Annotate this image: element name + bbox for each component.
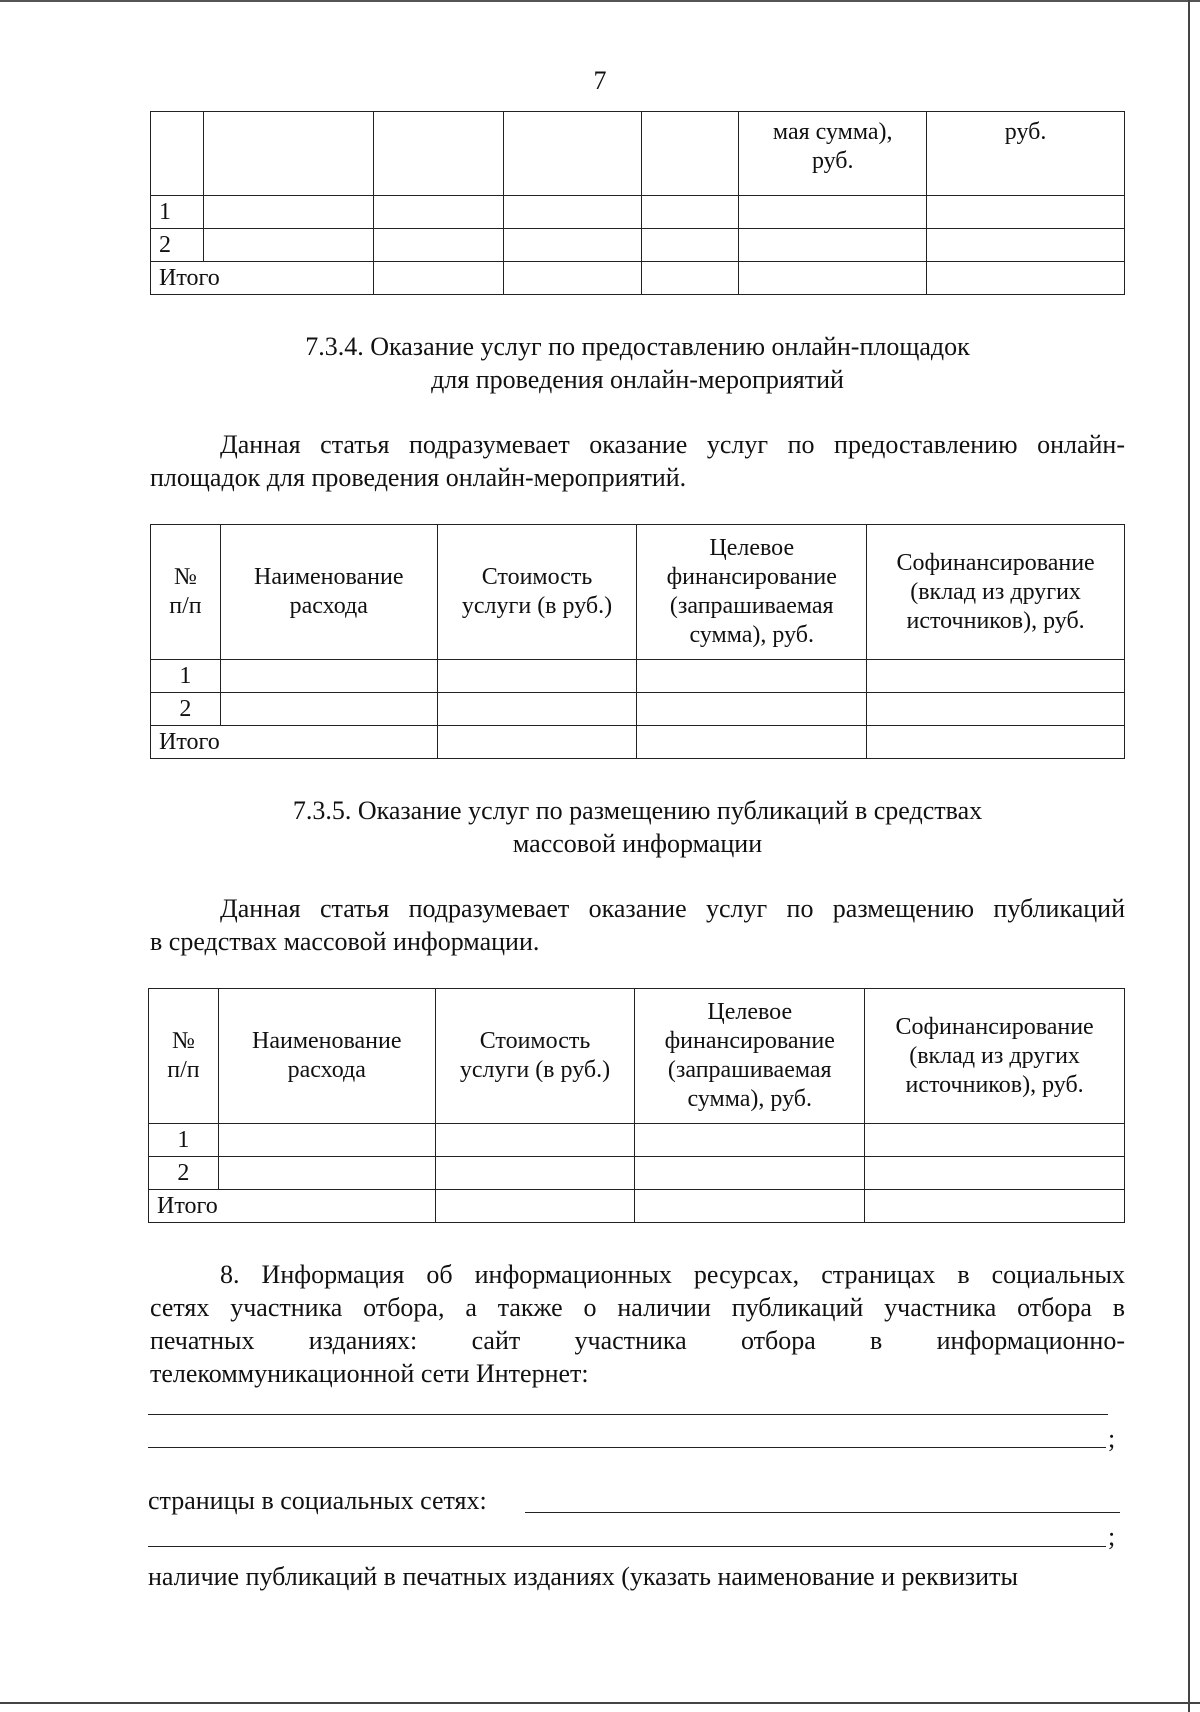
header-cell (503, 112, 642, 196)
table-header-row (151, 112, 1125, 196)
section-735-description: Данная статья подразумевает оказание услуг по размещению публикаций в средствах массовой информации. (150, 894, 1125, 956)
header-expense-name: Наименование расхода (220, 525, 437, 660)
header-cell (203, 112, 373, 196)
header-cofinancing: Софинансирование (вклад из других источников), руб. (865, 989, 1125, 1124)
row-number: 2 (151, 693, 221, 726)
header-cell (642, 112, 739, 196)
header-cell-rub: руб. (927, 112, 1125, 196)
scan-border-top (0, 0, 1200, 2)
total-label: Итого (151, 262, 374, 295)
header-cell (373, 112, 503, 196)
table-total-row (149, 1190, 1125, 1223)
social-pages-fill-line[interactable] (525, 1512, 1120, 1513)
header-cell-requested-amount: мая сумма), руб. (739, 112, 927, 196)
header-cell (151, 112, 204, 196)
row-number: 2 (149, 1157, 219, 1190)
section-8-line3: печатных изданиях: сайт участника отбора в информационно- (150, 1326, 1125, 1355)
table-row (151, 660, 1125, 693)
row-number: 1 (151, 660, 221, 693)
header-number: № п/п (151, 525, 221, 660)
semicolon: ; (1108, 1424, 1116, 1453)
social-pages-fill-line-2[interactable] (148, 1546, 1106, 1547)
table-row (149, 1124, 1125, 1157)
header-target-financing: Целевое финансирование (запрашиваемая сумма), руб. (637, 525, 867, 660)
row-number: 1 (149, 1124, 219, 1157)
table-total-row (151, 726, 1125, 759)
header-service-cost: Стоимость услуги (в руб.) (437, 525, 637, 660)
print-publications-label: наличие публикаций в печатных изданиях (указать наименование и реквизиты (148, 1562, 1018, 1591)
table-total-row (151, 262, 1125, 295)
semicolon: ; (1108, 1522, 1116, 1551)
section-735-table (148, 988, 1125, 1223)
header-target-financing: Целевое финансирование (запрашиваемая сумма), руб. (635, 989, 865, 1124)
table-row (149, 1157, 1125, 1190)
website-fill-line-2[interactable] (148, 1447, 1106, 1448)
section-734-heading: 7.3.4. Оказание услуг по предоставлению онлайн-площадок для проведения онлайн-мероприятий (305, 332, 970, 394)
total-label: Итого (151, 726, 438, 759)
table-row (151, 196, 1125, 229)
scan-border-bottom (0, 1702, 1200, 1704)
continuation-table (150, 111, 1125, 295)
section-8-paragraph: 8. Информация об информационных ресурсах, страницах в социальных сетях участника отбора, а также о наличии публикаций участника отбора в печатных изданиях: сайт участника отбора в информационно- телекоммуникационной сети Интернет: (150, 1260, 1125, 1388)
row-number: 2 (151, 229, 204, 262)
table-row (151, 693, 1125, 726)
header-cofinancing: Софинансирование (вклад из других источников), руб. (867, 525, 1125, 660)
table-row (151, 229, 1125, 262)
section-734-table (150, 524, 1125, 759)
table-header-row (151, 525, 1125, 660)
header-expense-name: Наименование расхода (218, 989, 435, 1124)
section-735-heading: 7.3.5. Оказание услуг по размещению публикаций в средствах массовой информации (292, 796, 983, 858)
section-734-description: Данная статья подразумевает оказание услуг по предоставлению онлайн- площадок для проведения онлайн-мероприятий. (150, 430, 1125, 492)
table-header-row (149, 989, 1125, 1124)
page-number: 7 (593, 66, 607, 95)
social-pages-label: страницы в социальных сетях: (148, 1486, 487, 1515)
row-number: 1 (151, 196, 204, 229)
website-fill-line-1[interactable] (148, 1414, 1108, 1415)
total-label: Итого (149, 1190, 436, 1223)
scan-border-right (1188, 0, 1190, 1712)
header-number: № п/п (149, 989, 219, 1124)
header-service-cost: Стоимость услуги (в руб.) (435, 989, 635, 1124)
